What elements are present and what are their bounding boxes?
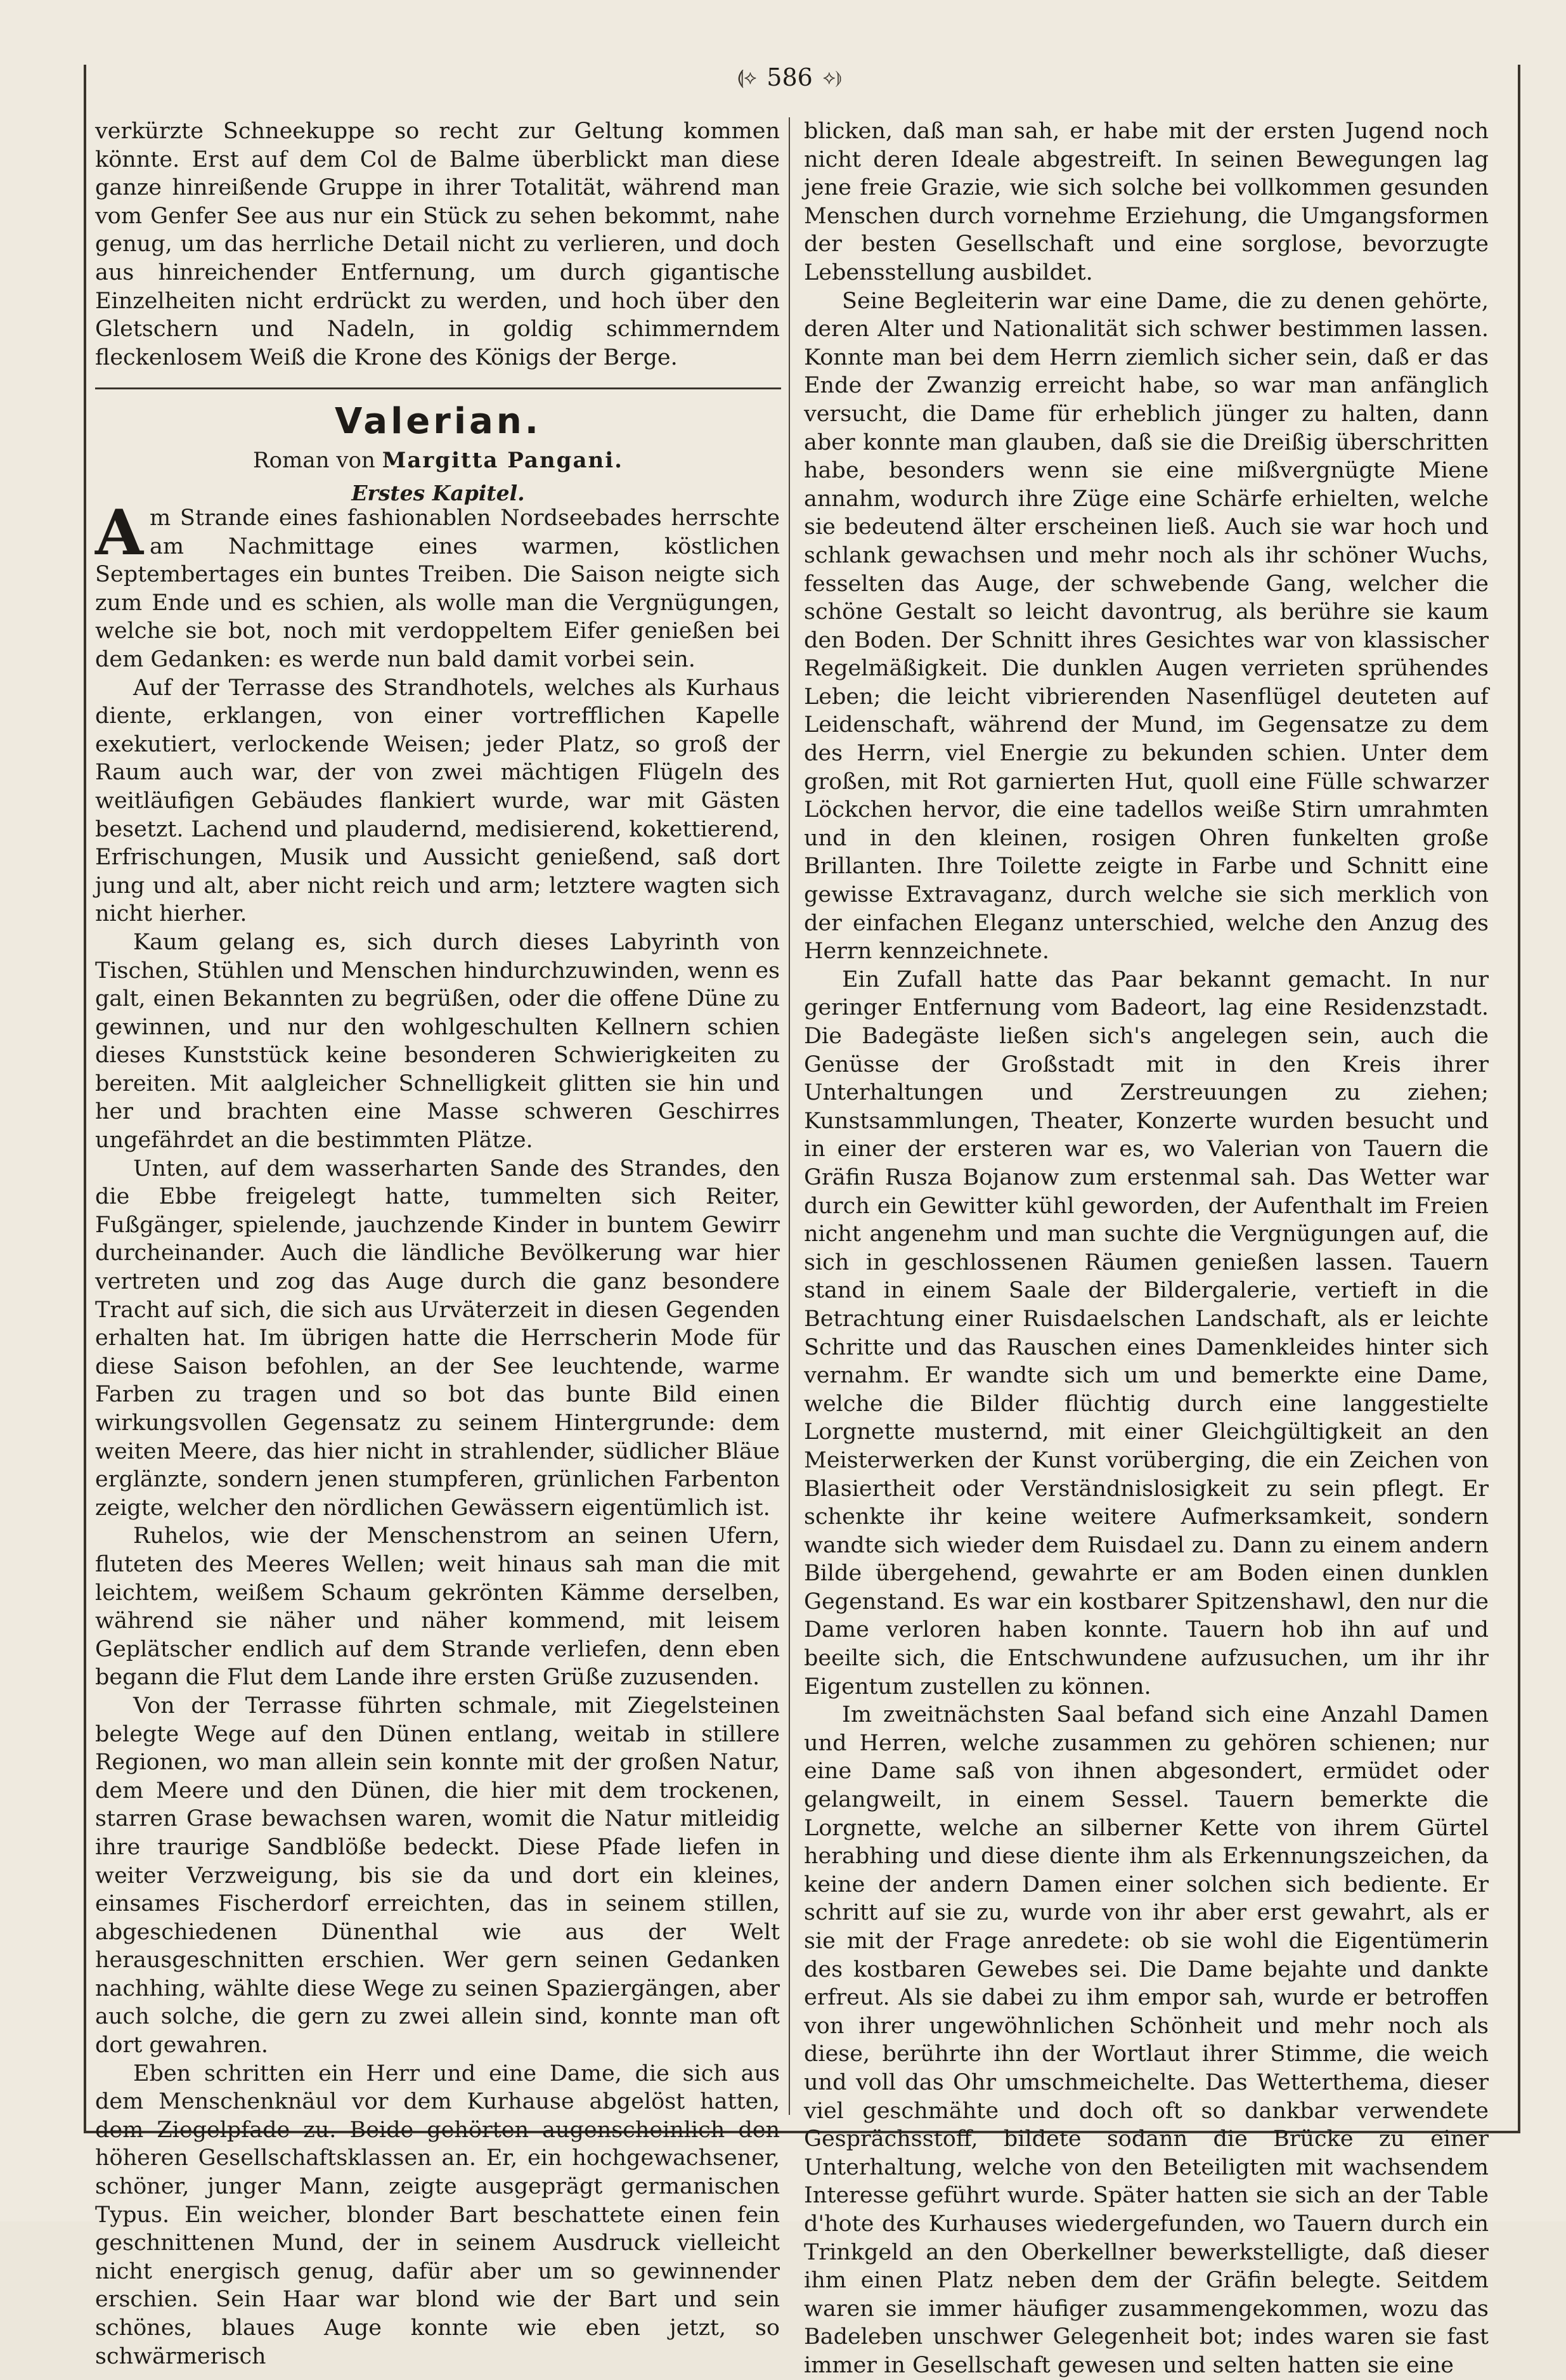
novel-body-left <box>95 497 780 2370</box>
paragraph: blicken, daß man sah, er habe mit der ersten Jugend noch nicht deren Ideale abgestreift. In seinen Bewegungen lag jene freie Grazie, wie sich solche bei vollkommen gesunden Menschen durch vornehme Erziehung, die Umgangsformen der besten Gesellschaft und eine sorglose, bevorzugte Lebensstellung ausbildet. <box>804 119 1489 285</box>
paragraph: Ruhelos, wie der Menschenstrom an seinen Ufern, fluteten des Meeres Wellen; weit hinaus sah man die mit leichtem, weißem Schaum gekrönten Kämme derselben, während sie näher und näher kommend, mit leisem Geplätscher endlich auf dem Strande verliefen, denn eben begann die Flut dem Lande ihre ersten Grüße zuzusenden. <box>95 1523 780 1691</box>
paragraph: Im zweitnächsten Saal befand sich eine Anzahl Damen und Herren, welche zusammen zu gehören schienen; nur eine Dame saß von ihnen abgesondert, ermüdet oder gelangweilt, in einem Sessel. Tauern bemerkte die Lorgnette, welche an silberner Kette von ihrem Gürtel herabhing und diese diente ihm als Erkennungszeichen, da keine der andern Damen einer solchen sich bediente. Er schritt auf sie zu, wurde von ihr aber erst gewahrt, als er sie mit der Frage anredete: ob sie wohl die Eigentümerin des kostbaren Gewebes sei. Die Dame bejahte und dankte erfreut. Als sie dabei zu ihm empor sah, wurde er betroffen von ihrer ungewöhnlichen Schönheit und mehr noch als diese, berührte ihn der Wortlaut ihrer Stimme, die weich und voll das Ohr umschmeichelte. Das Wetterthema, dieser viel geschmähte und doch oft so dankbar verwendete Gesprächsstoff, bildete sodann die Brücke zu einer Unterhaltung, welche von den Beteiligten mit wachsendem Interesse geführt wurde. Später hatten sie sich an der Table d'hote des Kurhauses wiedergefunden, wo Tauern durch ein Trinkgeld an den Oberkellner bewerkstelligte, daß dieser ihm einen Platz neben dem der Gräfin belegte. Seitdem waren sie immer häufiger zusammengekommen, wozu das Badeleben unschwer Gelegenheit bot; indes waren sie fast immer in Gesellschaft gewesen und selten hatten sie eine <box>804 1702 1489 2378</box>
ornament-right-icon: ⟡⟭ <box>822 66 842 89</box>
drop-cap: A <box>95 497 144 569</box>
column-divider <box>789 117 790 2115</box>
page-number: 586 <box>767 63 813 91</box>
paragraph: Unten, auf dem wasserharten Sande des Strandes, den die Ebbe freigelegt hatte, tummelten sich Reiter, Fußgänger, spielende, jauchzende Kinder in buntem Gewirr durcheinander. Auch die ländliche Bevölkerung war hier vertreten und zog das Auge durch die ganz besondere Tracht auf sich, die sich aus Urväterzeit in diesen Gegenden erhalten hat. Im übrigen hatte die Herrscherin Mode für diese Saison befohlen, an der See leuchtende, warme Farben zu tragen und so bot das bunte Bild einen wirkungsvollen Gegensatz zu seinem Hintergrunde: dem weiten Meere, das hier nicht in strahlender, südlicher Bläue erglänzte, sondern jenen stumpferen, grünlichen Farbenton zeigte, welcher den nördlichen Gewässern eigentümlich ist. <box>95 1155 780 1521</box>
paragraph: Kaum gelang es, sich durch dieses Labyrinth von Tischen, Stühlen und Menschen hindurchzuwinden, wenn es galt, einen Bekannten zu begrüßen, oder die offene Düne zu gewinnen, und nur den wohlgeschulten Kellnern schien dieses Kunststück keine besonderen Schwierigkeiten zu bereiten. Mit aalgleicher Schnelligkeit glitten sie hin und her und brachten eine Masse schweren Geschirres ungefährdet an die bestimmten Plätze. <box>95 929 780 1154</box>
chapter-heading: Erstes Kapitel. <box>351 481 525 505</box>
paragraph <box>95 497 780 674</box>
paragraph: Eben schritten ein Herr und eine Dame, die sich aus dem Menschenknäul vor dem Kurhause abgelöst hatten, dem Ziegelpfade zu. Beide gehörten augenscheinlich den höheren Gesellschaftsklassen an. Er, ein hochgewachsener, schöner, junger Mann, zeigte ausgeprägt germanischen Typus. Ein weicher, blonder Bart beschattete einen fein geschnittenen Mund, der in seinem Ausdruck vielleicht nicht energisch genug, dafür aber um so gewinnender erschien. Sein Haar war blond wie der Bart und sein schönes, blaues Auge konnte wie eben jetzt, so schwärmerisch <box>95 2060 780 2369</box>
author-name: Margitta Pangani. <box>382 448 623 473</box>
novel-byline <box>95 444 781 477</box>
paragraph-text: m Strande eines fashionablen Nordseebades herrschte am Nachmittage eines warmen, köstlichen Septembertages ein buntes Treiben. Die Saison neigte sich zum Ende und es schien, als wolle man die Vergnügungen, welche sie bot, noch mit verdoppeltem Eifer genießen bei dem Gedanken: es werde nun bald damit vorbei sein. <box>95 505 780 672</box>
novel-body-right <box>804 117 1489 2380</box>
intro-column <box>95 117 780 372</box>
novel-heading <box>95 400 781 510</box>
paragraph: Von der Terrasse führten schmale, mit Ziegelsteinen belegte Wege auf den Dünen entlang, weitab in stillere Regionen, wo man allein sein konnte mit der großen Natur, dem Meere und den Dünen, die hier mit dem trockenen, starren Grase bewachsen waren, womit die Natur mitleidig ihre traurige Sandblöße bedeckt. Diese Pfade liefen in weiter Verzweigung, bis sie da und dort ein kleines, einsames Fischerdorf erreichten, das in seinem stillen, abgeschiedenen Dünenthal wie aus der Welt herausgeschnitten erschien. Wer gern seinen Gedanken nachhing, wählte diese Wege zu seinen Spaziergängen, aber auch solche, die gern zu zwei allein sind, konnte man oft dort gewahren. <box>95 1693 780 2058</box>
paragraph: Seine Begleiterin war eine Dame, die zu denen gehörte, deren Alter und Nationalität sich schwer bestimmen lassen. Konnte man bei dem Herrn ziemlich sicher sein, daß er das Ende der Zwanzig erreicht habe, so war man anfänglich versucht, die Dame für erheblich jünger zu halten, dann aber konnte man glauben, daß sie die Dreißig überschritten habe, besonders wenn sie eine mißvergnügte Miene annahm, wodurch ihre Züge eine Schärfe erhielten, welche sie bedeutend älter erscheinen ließ. Auch sie war hoch und schlank gewachsen und mehr noch als ihr schöner Wuchs, fesselten das Auge, der schwebende Gang, welcher die schöne Gestalt so leicht davontrug, als berühre sie kaum den Boden. Der Schnitt ihres Gesichtes war von klassischer Regelmäßigkeit. Die dunklen Augen verrieten sprühendes Leben; die leicht vibrierenden Nasenflügel deuteten auf Leidenschaft, während der Mund, im Gegensatze zu dem des Herrn, viel Energie zu bekunden schien. Unter dem großen, mit Rot garnierten Hut, quoll eine Fülle schwarzer Löckchen hervor, die eine tadellos weiße Stirn umrahmten und in den kleinen, rosigen Ohren funkelten große Brillanten. Ihre Toilette zeigte in Farbe und Schnitt eine gewisse Extravaganz, durch welche sie sich merklich von der einfachen Eleganz unterschied, welche den Anzug des Herrn kennzeichnete. <box>804 288 1489 965</box>
page-header <box>723 58 856 96</box>
paragraph: Ein Zufall hatte das Paar bekannt gemacht. In nur geringer Entfernung vom Badeort, lag eine Residenzstadt. Die Badegäste ließen sich's angelegen sein, auch die Genüsse der Großstadt mit in den Kreis ihrer Unterhaltungen und Zerstreuungen zu ziehen; Kunstsammlungen, Theater, Konzerte wurden besucht und in einer der ersteren war es, wo Valerian von Tauern die Gräfin Rusza Bojanow zum erstenmal sah. Das Wetter war durch ein Gewitter kühl geworden, der Aufenthalt im Freien nicht angenehm und man suchte die Vergnügungen auf, die sich in geschlossenen Räumen genießen lassen. Tauern stand in einem Saale der Bildergalerie, vertieft in die Betrachtung einer Ruisdaelschen Landschaft, als er leichte Schritte und das Rauschen eines Damenkleides hinter sich vernahm. Er wandte sich um und bemerkte eine Dame, welche die Bilder flüchtig durch eine langgestielte Lorgnette musternd, mit einer Gleichgültigkeit an den Meisterwerken der Kunst vorüberging, die ein Zeichen von Blasiertheit oder Verständnislosigkeit zu sein pflegt. Er schenkte ihr keine weitere Aufmerksamkeit, sondern wandte sich wieder dem Ruisdael zu. Dann zu einem andern Bilde übergehend, gewahrte er am Boden einen dunklen Gegenstand. Es war ein kostbarer Spitzenshawl, den nur die Dame verloren haben konnte. Tauern hob ihn auf und beeilte sich, die Entschwundene aufzusuchen, um ihr ihr Eigentum zustellen zu können. <box>804 966 1489 1700</box>
ornament-left-icon: ⟬⟡ <box>737 66 757 89</box>
byline-prefix: Roman von <box>253 448 375 473</box>
section-divider <box>95 387 781 389</box>
intro-paragraph: verkürzte Schneekuppe so recht zur Geltung kommen könnte. Erst auf dem Col de Balme überblickt man diese ganze hinreißende Gruppe in ihrer Totalität, während man vom Genfer See aus nur ein Stück zu sehen bekommt, nahe genug, um das herrliche Detail nicht zu verlieren, und doch aus hinreichender Entfernung, um durch gigantische Einzelheiten nicht erdrückt zu werden, und hoch über den Gletschern und Nadeln, in goldig schimmerndem fleckenlosem Weiß die Krone des Königs der Berge. <box>95 119 780 370</box>
paragraph: Auf der Terrasse des Strandhotels, welches als Kurhaus diente, erklangen, von einer vortrefflichen Kapelle exekutiert, verlockende Weisen; jeder Platz, so groß der Raum auch war, der von zwei mächtigen Flügeln des weitläufigen Gebäudes flankiert wurde, war mit Gästen besetzt. Lachend und plaudernd, medisierend, kokettierend, Erfrischungen, Musik und Aussicht genießend, saß dort jung und alt, aber nicht reich und arm; letztere wagten sich nicht hierher. <box>95 675 780 927</box>
novel-title: Valerian. <box>335 401 541 442</box>
